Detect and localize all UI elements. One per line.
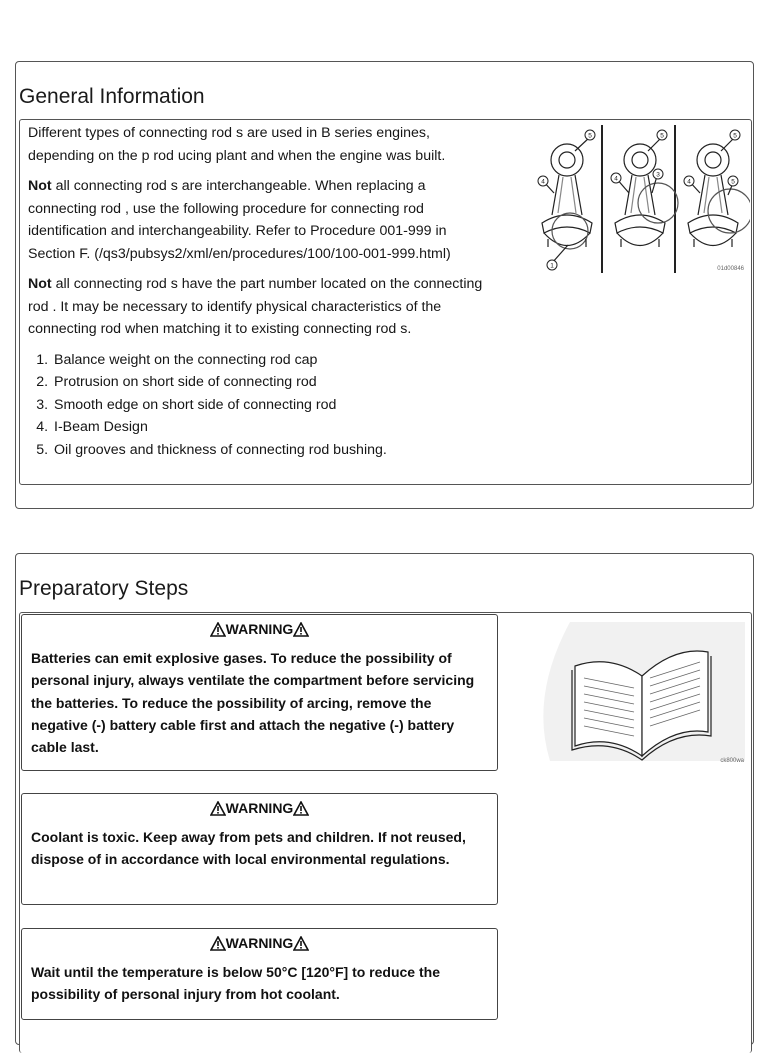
warning-box-batteries bbox=[21, 614, 498, 771]
warning-header bbox=[22, 800, 497, 816]
warning-text: Batteries can emit explosive gases. To reduce the possibility of personal injury, always ventilate the compartment before servicing the batteries. To reduce the possibility of arcing, remove the negative (-) battery cable first and attach the negative (-) battery cable last. bbox=[31, 650, 475, 756]
callout-label: 5 bbox=[733, 132, 737, 140]
warning-triangle-icon bbox=[210, 622, 226, 637]
warning-label: WARNING bbox=[225, 621, 294, 637]
list-item: 5. Oil grooves and thickness of connecting rod bushing. bbox=[52, 439, 490, 462]
list-item: 1. Balance weight on the connecting rod cap bbox=[52, 349, 490, 372]
warning-header bbox=[22, 621, 497, 637]
callout-label: 5 bbox=[731, 178, 735, 186]
warning-box-coolant-toxic bbox=[21, 793, 498, 905]
list-item: 3. Smooth edge on short side of connecting rod bbox=[52, 394, 490, 417]
preparatory-steps-title: Preparatory Steps bbox=[19, 577, 189, 600]
service-manual-figure bbox=[530, 616, 750, 768]
callout-label: 4 bbox=[687, 178, 691, 186]
callout-label: 3 bbox=[656, 171, 660, 179]
list-item: 2. Protrusion on short side of connecting rod bbox=[52, 371, 490, 394]
paragraph-interchangeable: Not all connecting rod s are interchangeable. When replacing a connecting rod , use the following procedure for connecting rod identification and interchangeability. Refer to Procedure 001-999 in Section F. (/qs3/pubsys2/xml/en/procedures/100/100-001-999.html) bbox=[28, 178, 451, 262]
identification-list bbox=[28, 349, 490, 462]
warning-text: Wait until the temperature is below 50°C [120°F] to reduce the possibility of personal injury from hot coolant. bbox=[31, 964, 440, 1003]
figure-id: ck800wa bbox=[720, 758, 744, 764]
warning-triangle-icon bbox=[293, 801, 309, 816]
paragraph-types: Different types of connecting rod s are used in B series engines, depending on the p rod ucing plant and when the engine was built. bbox=[28, 125, 446, 164]
warning-label: WARNING bbox=[225, 800, 294, 816]
general-information-text bbox=[28, 122, 490, 461]
warning-triangle-icon bbox=[293, 936, 309, 951]
callout-label: 4 bbox=[541, 178, 545, 186]
warning-triangle-icon bbox=[210, 936, 226, 951]
callout-label: 5 bbox=[660, 132, 664, 140]
warning-header bbox=[22, 935, 497, 951]
general-information-panel bbox=[15, 61, 754, 509]
warning-triangle-icon bbox=[293, 622, 309, 637]
callout-label: 1 bbox=[550, 262, 554, 270]
warning-text: Coolant is toxic. Keep away from pets and children. If not reused, dispose of in accordance with local environmental regulations. bbox=[31, 829, 466, 868]
warning-box-hot-coolant bbox=[21, 928, 498, 1020]
preparatory-steps-panel bbox=[15, 553, 754, 1045]
preparatory-steps-content-box bbox=[19, 612, 752, 1053]
emphasis-not: Not bbox=[28, 178, 52, 194]
connecting-rod-illustration bbox=[530, 123, 750, 280]
emphasis-not: Not bbox=[28, 276, 52, 292]
paragraph-part-number: Not all connecting rod s have the part number located on the connecting rod . It may be necessary to identify physical characteristics of the connecting rod when matching it to existing connecting rod s. bbox=[28, 276, 483, 337]
warning-label: WARNING bbox=[225, 935, 294, 951]
warning-triangle-icon bbox=[210, 801, 226, 816]
open-manual-illustration bbox=[530, 616, 750, 768]
list-item: 4. I-Beam Design bbox=[52, 416, 490, 439]
connecting-rod-figure bbox=[530, 123, 750, 280]
callout-label: 4 bbox=[614, 175, 618, 183]
general-information-content-box bbox=[19, 119, 752, 485]
general-information-title: General Information bbox=[19, 85, 205, 108]
figure-id: 01d00846 bbox=[717, 266, 744, 272]
callout-label: 5 bbox=[588, 132, 592, 140]
